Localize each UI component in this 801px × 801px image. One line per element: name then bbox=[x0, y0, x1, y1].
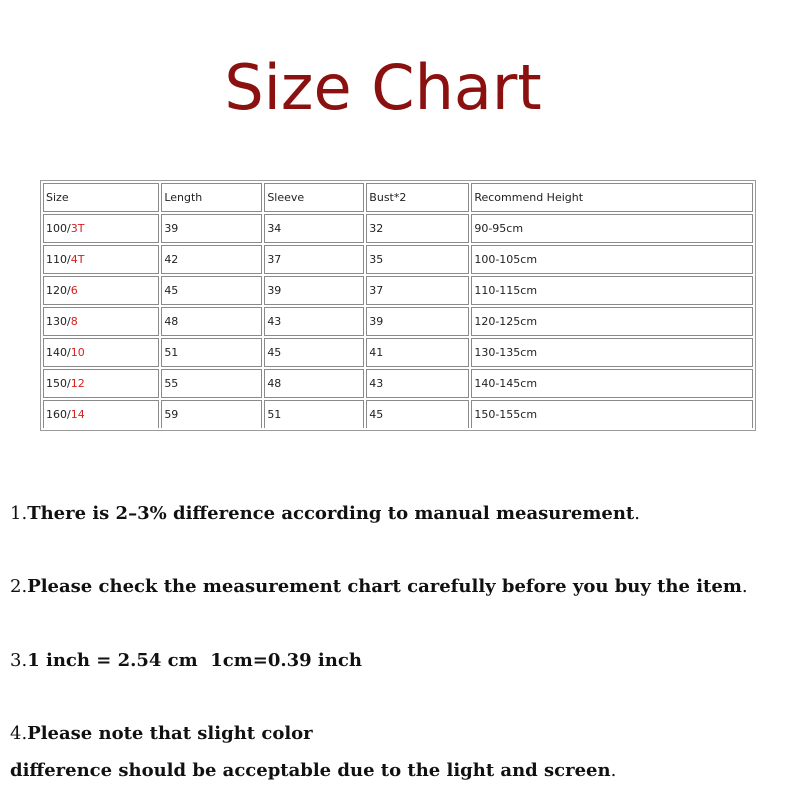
table-header-row bbox=[43, 183, 753, 212]
sleeve-cell: 51 bbox=[264, 400, 364, 428]
sleeve-cell: 45 bbox=[264, 338, 364, 367]
note-end: . bbox=[741, 576, 748, 597]
bust-cell: 43 bbox=[366, 369, 469, 398]
table-row bbox=[43, 307, 753, 336]
size-alt: 8 bbox=[70, 315, 78, 328]
note-number: 3. bbox=[10, 650, 28, 671]
note-number: 2. bbox=[10, 576, 28, 597]
note-3 bbox=[10, 650, 362, 671]
length-cell: 45 bbox=[161, 276, 262, 305]
length-cell: 42 bbox=[161, 245, 262, 274]
size-cell bbox=[43, 245, 159, 274]
size-alt: 6 bbox=[70, 284, 78, 297]
note-1 bbox=[10, 503, 640, 524]
sleeve-cell: 37 bbox=[264, 245, 364, 274]
note-end: . bbox=[610, 760, 617, 781]
header-sleeve: Sleeve bbox=[264, 183, 364, 212]
bust-cell: 41 bbox=[366, 338, 469, 367]
size-alt: 12 bbox=[70, 377, 85, 390]
length-cell: 55 bbox=[161, 369, 262, 398]
sleeve-cell: 34 bbox=[264, 214, 364, 243]
height-cell: 150-155cm bbox=[471, 400, 753, 428]
header-size: Size bbox=[43, 183, 159, 212]
height-cell: 140-145cm bbox=[471, 369, 753, 398]
length-cell: 59 bbox=[161, 400, 262, 428]
length-cell: 51 bbox=[161, 338, 262, 367]
table-bottom-fade bbox=[36, 432, 764, 436]
size-alt: 4T bbox=[70, 253, 85, 266]
note-text: 1 inch = 2.54 cm 1cm=0.39 inch bbox=[27, 650, 362, 671]
size-cell bbox=[43, 276, 159, 305]
table-row bbox=[43, 400, 753, 428]
table-row bbox=[43, 214, 753, 243]
size-cell bbox=[43, 307, 159, 336]
note-4-continued bbox=[10, 760, 616, 781]
note-text: difference should be acceptable due to the light and screen bbox=[10, 760, 611, 781]
bust-cell: 39 bbox=[366, 307, 469, 336]
height-cell: 100-105cm bbox=[471, 245, 753, 274]
sleeve-cell: 43 bbox=[264, 307, 364, 336]
size-alt: 14 bbox=[70, 408, 85, 421]
size-cell bbox=[43, 369, 159, 398]
height-cell: 130-135cm bbox=[471, 338, 753, 367]
size-cm: 100/ bbox=[46, 222, 71, 235]
header-bust: Bust*2 bbox=[366, 183, 469, 212]
size-cm: 160/ bbox=[46, 408, 71, 421]
table-row bbox=[43, 338, 753, 367]
page-title: Size Chart bbox=[224, 51, 542, 124]
note-text: Please check the measurement chart carefully before you buy the item bbox=[27, 576, 742, 597]
bust-cell: 35 bbox=[366, 245, 469, 274]
bust-cell: 37 bbox=[366, 276, 469, 305]
table-row bbox=[43, 369, 753, 398]
note-4 bbox=[10, 723, 313, 744]
height-cell: 120-125cm bbox=[471, 307, 753, 336]
size-cm: 130/ bbox=[46, 315, 71, 328]
size-cm: 150/ bbox=[46, 377, 71, 390]
note-number: 1. bbox=[10, 503, 28, 524]
table-row bbox=[43, 245, 753, 274]
header-length: Length bbox=[161, 183, 262, 212]
sleeve-cell: 39 bbox=[264, 276, 364, 305]
height-cell: 110-115cm bbox=[471, 276, 753, 305]
sleeve-cell: 48 bbox=[264, 369, 364, 398]
header-recommend-height: Recommend Height bbox=[471, 183, 753, 212]
length-cell: 39 bbox=[161, 214, 262, 243]
note-number: 4. bbox=[10, 723, 28, 744]
height-cell: 90-95cm bbox=[471, 214, 753, 243]
bust-cell: 32 bbox=[366, 214, 469, 243]
size-cm: 140/ bbox=[46, 346, 71, 359]
size-cm: 110/ bbox=[46, 253, 71, 266]
size-alt: 3T bbox=[70, 222, 85, 235]
size-cell bbox=[43, 338, 159, 367]
size-alt: 10 bbox=[70, 346, 85, 359]
length-cell: 48 bbox=[161, 307, 262, 336]
note-end: . bbox=[634, 503, 640, 524]
size-cm: 120/ bbox=[46, 284, 71, 297]
size-cell bbox=[43, 400, 159, 428]
size-cell bbox=[43, 214, 159, 243]
bust-cell: 45 bbox=[366, 400, 469, 428]
note-2 bbox=[10, 576, 748, 597]
note-text: Please note that slight color bbox=[27, 723, 313, 744]
table-row bbox=[43, 276, 753, 305]
note-text: There is 2–3% difference according to manual measurement bbox=[27, 503, 635, 524]
size-chart-table bbox=[40, 180, 756, 431]
